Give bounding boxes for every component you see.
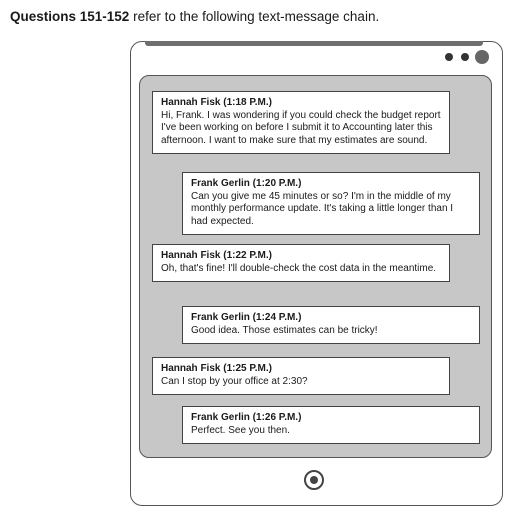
message-sender: Hannah Fisk (1:18 P.M.) xyxy=(161,97,272,108)
message-bubble-5 xyxy=(152,357,450,395)
message-bubble-3 xyxy=(152,244,450,282)
message-text: Good idea. Those estimates can be tricky! xyxy=(191,324,378,336)
question-range: Questions 151-152 xyxy=(10,9,130,24)
message-sender: Frank Gerlin (1:24 P.M.) xyxy=(191,312,302,323)
question-heading xyxy=(10,8,379,26)
question-instruction: refer to the following text-message chain. xyxy=(133,9,380,24)
message-text: Hi, Frank. I was wondering if you could check the budget report I've been working on before I submit it to Accounting later this afternoon. I want to make sure that my estimates are sound. xyxy=(161,109,441,146)
tablet-device xyxy=(130,41,503,506)
camera-lens-icon xyxy=(475,50,489,64)
device-top-bar xyxy=(145,41,483,46)
message-sender: Hannah Fisk (1:25 P.M.) xyxy=(161,363,272,374)
message-text: Perfect. See you then. xyxy=(191,424,290,436)
device-screen xyxy=(139,75,492,458)
camera-dot-icon xyxy=(445,53,453,61)
message-sender: Frank Gerlin (1:26 P.M.) xyxy=(191,412,302,423)
message-sender: Hannah Fisk (1:22 P.M.) xyxy=(161,250,272,261)
message-sender: Frank Gerlin (1:20 P.M.) xyxy=(191,178,302,189)
message-text: Can I stop by your office at 2:30? xyxy=(161,375,308,387)
message-bubble-1 xyxy=(152,91,450,154)
message-text: Oh, that's fine! I'll double-check the cost data in the meantime. xyxy=(161,262,437,274)
message-text: Can you give me 45 minutes or so? I'm in the middle of my monthly performance update. It's taking a little longer than I had expected. xyxy=(191,190,454,227)
sensor-dot-icon xyxy=(461,53,469,61)
home-button-icon[interactable] xyxy=(304,470,324,490)
message-bubble-2 xyxy=(182,172,480,235)
message-bubble-6 xyxy=(182,406,480,444)
message-bubble-4 xyxy=(182,306,480,344)
